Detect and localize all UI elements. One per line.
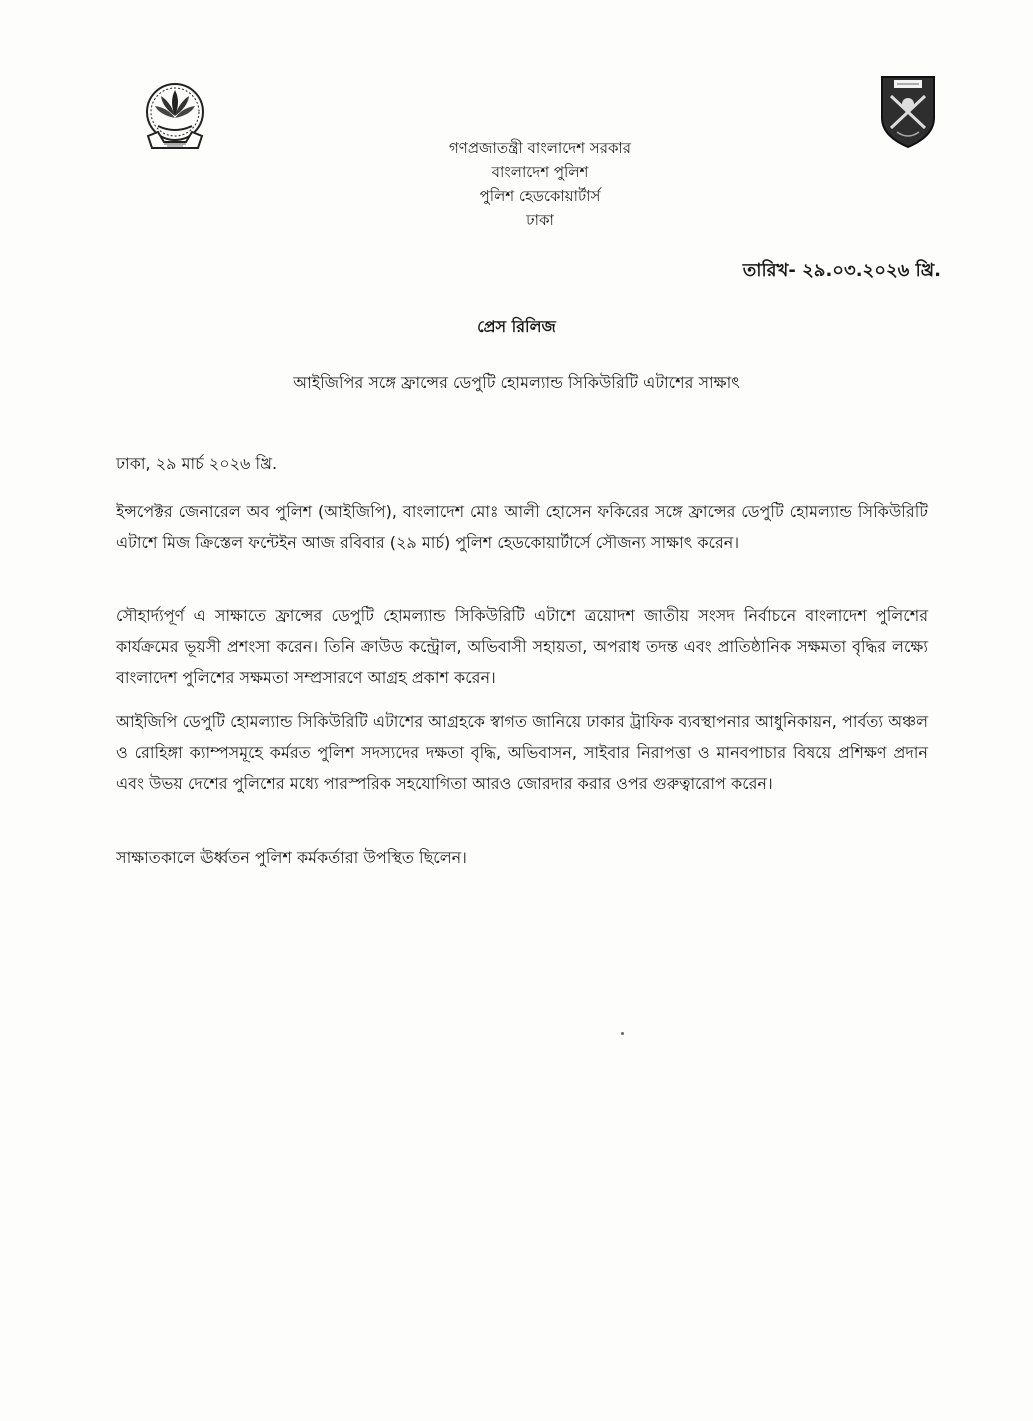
bangladesh-police-emblem-icon [134, 76, 216, 158]
body-paragraph-1: ইন্সপেক্টর জেনারেল অব পুলিশ (আইজিপি), বাংলাদেশ মোঃ আলী হোসেন ফকিরের সঙ্গে ফ্রান্সের ডেপুটি হোমল্যান্ড সিকিউরিটি এটাশে মিজ ক্রিস্তেল ফন্টেইন আজ রবিবার (২৯ মার্চ) পুলিশ হেডকোয়ার্টার্সে সৌজন্য সাক্ষাৎ করেন। [116, 502, 928, 552]
dateline: ঢাকা, ২৯ মার্চ ২০২৬ খ্রি. [116, 454, 278, 473]
body-paragraph-3: আইজিপি ডেপুটি হোমল্যান্ড সিকিউরিটি এটাশের আগ্রহকে স্বাগত জানিয়ে ঢাকার ট্রাফিক ব্যবস্থাপনার আধুনিকায়ন, পার্বত্য অঞ্চল ও রোহিঙ্গা ক্যাম্পসমূহে কর্মরত পুলিশ সদস্যদের দক্ষতা বৃদ্ধি, অভিবাসন, সাইবার নিরাপত্তা ও মানবপাচার বিষয়ে প্রশিক্ষণ প্রদান এবং উভয় দেশের পুলিশের মধ্যে পারস্পরিক সহযোগিতা আরও জোরদার করার ওপর গুরুত্বারোপ করেন। [116, 712, 928, 793]
body-paragraph-2: সৌহার্দ্যপূর্ণ এ সাক্ষাতে ফ্রান্সের ডেপুটি হোমল্যান্ড সিকিউরিটি এটাশে ত্রয়োদশ জাতীয় সংসদ নির্বাচনে বাংলাদেশ পুলিশের কার্যক্রমের ভূয়সী প্রশংসা করেন। তিনি ক্রাউড কন্ট্রোল, অভিবাসী সহায়তা, অপরাধ তদন্ত এবং প্রাতিষ্ঠানিক সক্ষমতা বৃদ্ধির লক্ষ্যে বাংলাদেশ পুলিশের সক্ষমতা সম্প্রসারণে আগ্রহ প্রকাশ করেন। [116, 606, 928, 687]
body-paragraph-4: সাক্ষাতকালে ঊর্ধ্বতন পুলিশ কর্মকর্তারা উপস্থিত ছিলেন। [116, 848, 467, 867]
press-release-title: প্রেস রিলিজ [477, 317, 556, 336]
letterhead-city: ঢাকা [526, 211, 554, 229]
shield-crest-icon [879, 74, 937, 150]
letterhead-police: বাংলাদেশ পুলিশ [491, 163, 589, 181]
scan-speck [621, 1032, 624, 1035]
letterhead [330, 136, 750, 232]
press-release-headline: আইজিপির সঙ্গে ফ্রান্সের ডেপুটি হোমল্যান্ড সিকিউরিটি এটাশের সাক্ষাৎ [293, 373, 740, 392]
document-date: তারিখ- ২৯.০৩.২০২৬ খ্রি. [742, 260, 941, 281]
letterhead-headquarters: পুলিশ হেডকোয়ার্টার্স [479, 187, 601, 205]
letterhead-government: গণপ্রজাতন্ত্রী বাংলাদেশ সরকার [448, 139, 632, 157]
